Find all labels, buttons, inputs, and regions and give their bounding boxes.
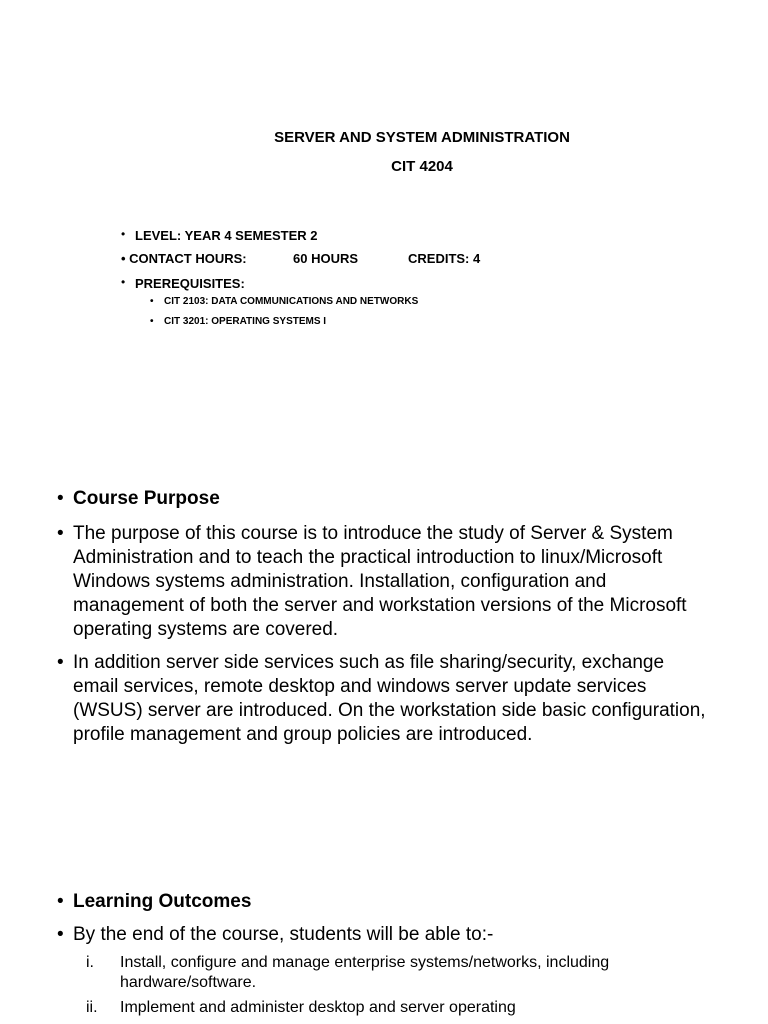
outcomes-intro-bullet: • [57, 924, 64, 945]
level-text: LEVEL: YEAR 4 SEMESTER 2 [135, 228, 318, 243]
course-title: SERVER AND SYSTEM ADMINISTRATION [274, 129, 570, 146]
outcomes-intro: By the end of the course, students will be able to:- [73, 924, 494, 945]
purpose-heading-bullet: • [57, 488, 64, 509]
prerequisites-bullet: • [121, 275, 126, 289]
outcome-item: Implement and administer desktop and server operating [120, 999, 516, 1016]
credits-text: CREDITS: 4 [408, 251, 481, 266]
course-code: CIT 4204 [391, 158, 453, 175]
level-bullet: • [121, 227, 126, 241]
contact-hours-label: • CONTACT HOURS: [121, 251, 247, 266]
outcomes-heading: Learning Outcomes [73, 891, 252, 912]
outcome-item: Install, configure and manage enterprise systems/networks, including hardware/software. [120, 954, 610, 991]
outcome-number: i. [86, 954, 94, 971]
purpose-paragraph: In addition server side services such as file sharing/security, exchange email services, remote desktop and windows server update services (WSUS) server are introduced. On the workstation side basic configuration, profile management and group policies are introduced. [73, 652, 706, 745]
prereq-bullet: • [150, 296, 154, 307]
prereq-bullet: • [150, 316, 154, 327]
prereq-item: CIT 2103: DATA COMMUNICATIONS AND NETWORKS [164, 296, 419, 307]
purpose-paragraph-bullet: • [57, 652, 64, 673]
contact-hours-value: 60 HOURS [293, 251, 359, 266]
purpose-paragraph: The purpose of this course is to introduce the study of Server & System Administration and to teach the practical introduction to linux/Microsoft Windows systems administration. Installation, configuration and management of both the server and workstation versions of the Microsoft operating systems are covered. [73, 523, 687, 640]
outcome-number: ii. [86, 999, 98, 1016]
prereq-item: CIT 3201: OPERATING SYSTEMS I [164, 316, 327, 327]
outcomes-heading-bullet: • [57, 891, 64, 912]
prerequisites-label: PREREQUISITES: [135, 276, 245, 291]
purpose-heading: Course Purpose [73, 488, 220, 509]
purpose-paragraph-bullet: • [57, 523, 64, 544]
